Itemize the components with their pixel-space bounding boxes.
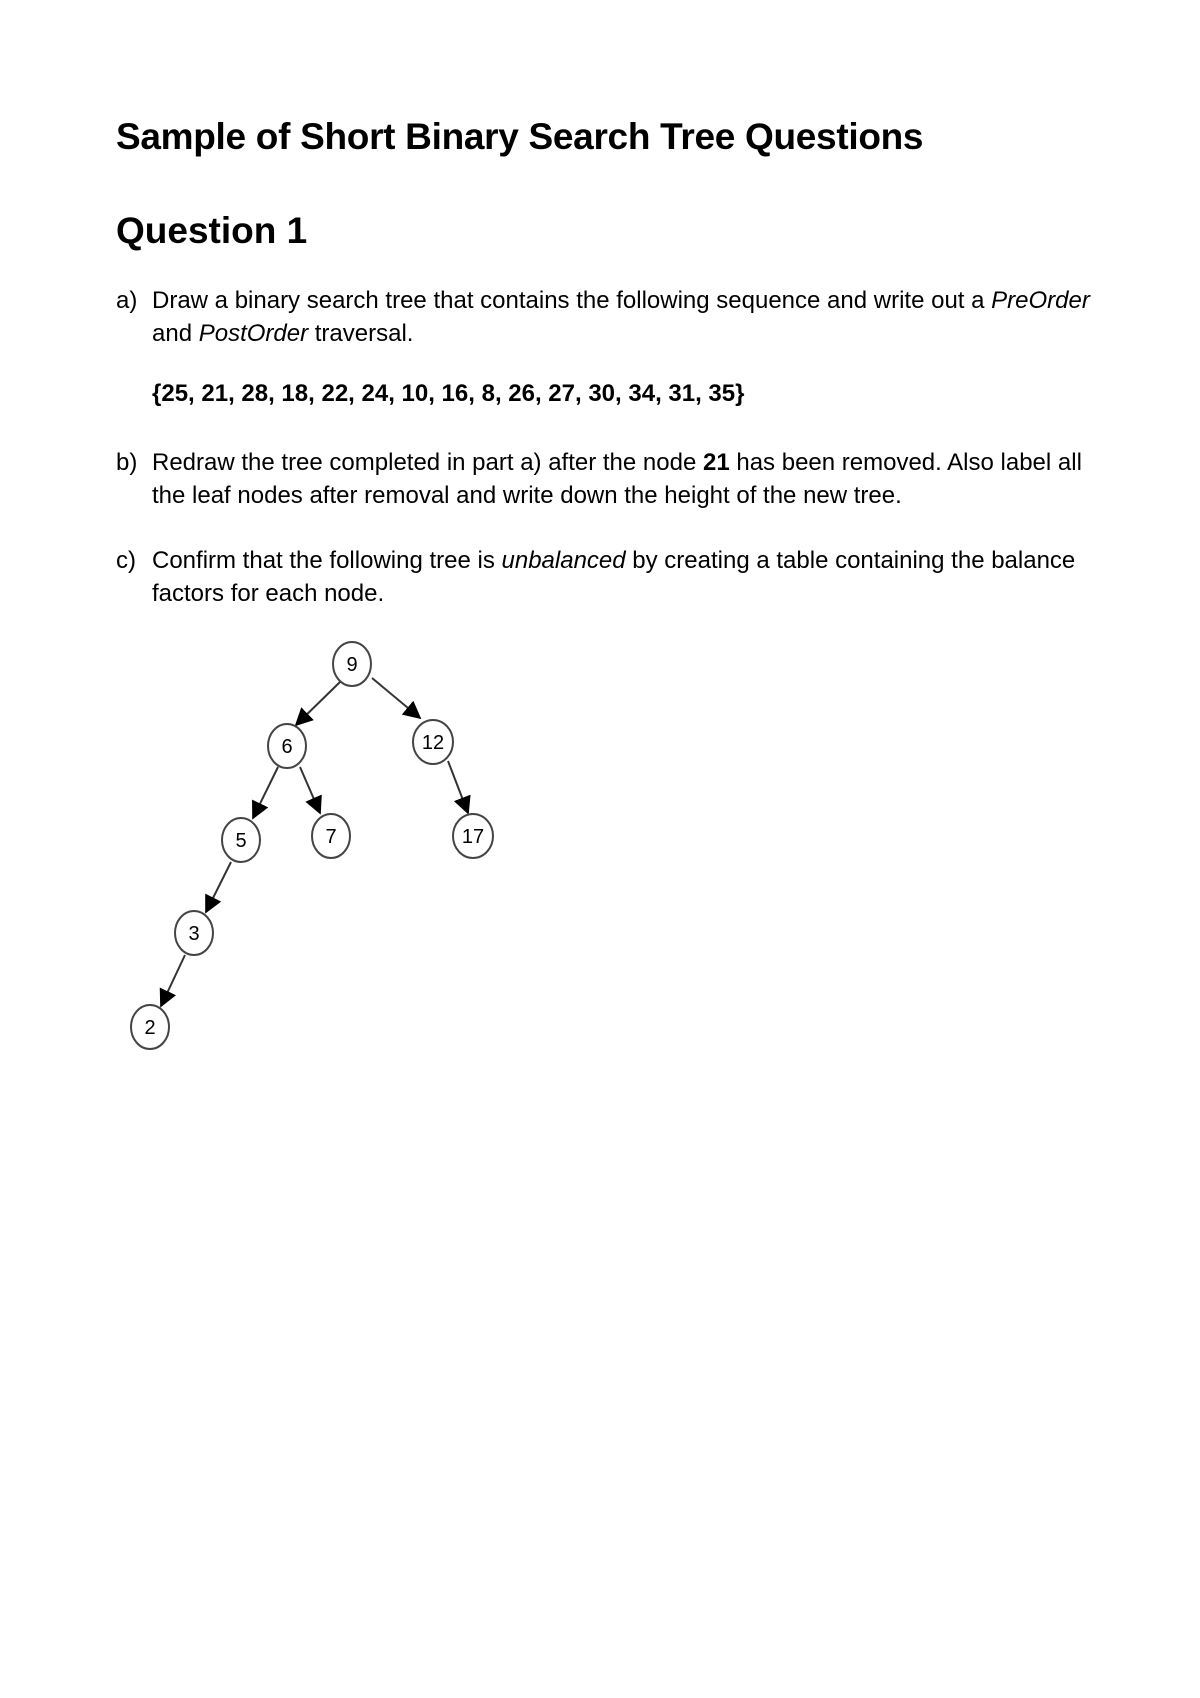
node-9-label: 9 [346,654,358,676]
node-3-label: 3 [188,923,200,945]
document-title: Sample of Short Binary Search Tree Questions [116,116,924,157]
part-b-marker: b) [116,449,138,476]
node-6-label: 6 [281,736,293,758]
part-a-marker: a) [116,287,138,314]
edge-6-7 [300,767,320,813]
edge-5-3 [206,862,231,912]
part-c-marker: c) [116,547,136,574]
node-7-label: 7 [325,826,337,848]
question-heading: Question 1 [116,210,308,251]
edge-3-2 [161,955,185,1006]
node-5-label: 5 [235,830,247,852]
part-c-text: Confirm that the following tree is unbalanced by creating a table containing the balance factors for each node. [152,547,1076,607]
preorder-term: PreOrder [991,287,1090,314]
postorder-term: PostOrder [198,320,309,347]
edge-9-6 [296,682,340,725]
part-a-text: Draw a binary search tree that contains the following sequence and write out a PreOrder and PostOrder traversal. [152,287,1090,347]
edge-6-5 [253,767,278,818]
edge-9-12 [372,678,420,718]
removed-node-value: 21 [702,449,730,476]
part-b-text: Redraw the tree completed in part a) after the node 21 has been removed. Also label all the leaf nodes after removal and write down the height of the new tree. [152,449,1082,509]
node-12-label: 12 [421,732,445,754]
node-17-label: 17 [461,826,485,848]
node-2-label: 2 [144,1017,156,1039]
number-sequence: {25, 21, 28, 18, 22, 24, 10, 16, 8, 26, 27, 30, 34, 31, 35} [152,380,745,407]
edge-12-17 [448,761,468,813]
unbalanced-term: unbalanced [501,547,626,574]
tree-nodes [131,642,493,1049]
